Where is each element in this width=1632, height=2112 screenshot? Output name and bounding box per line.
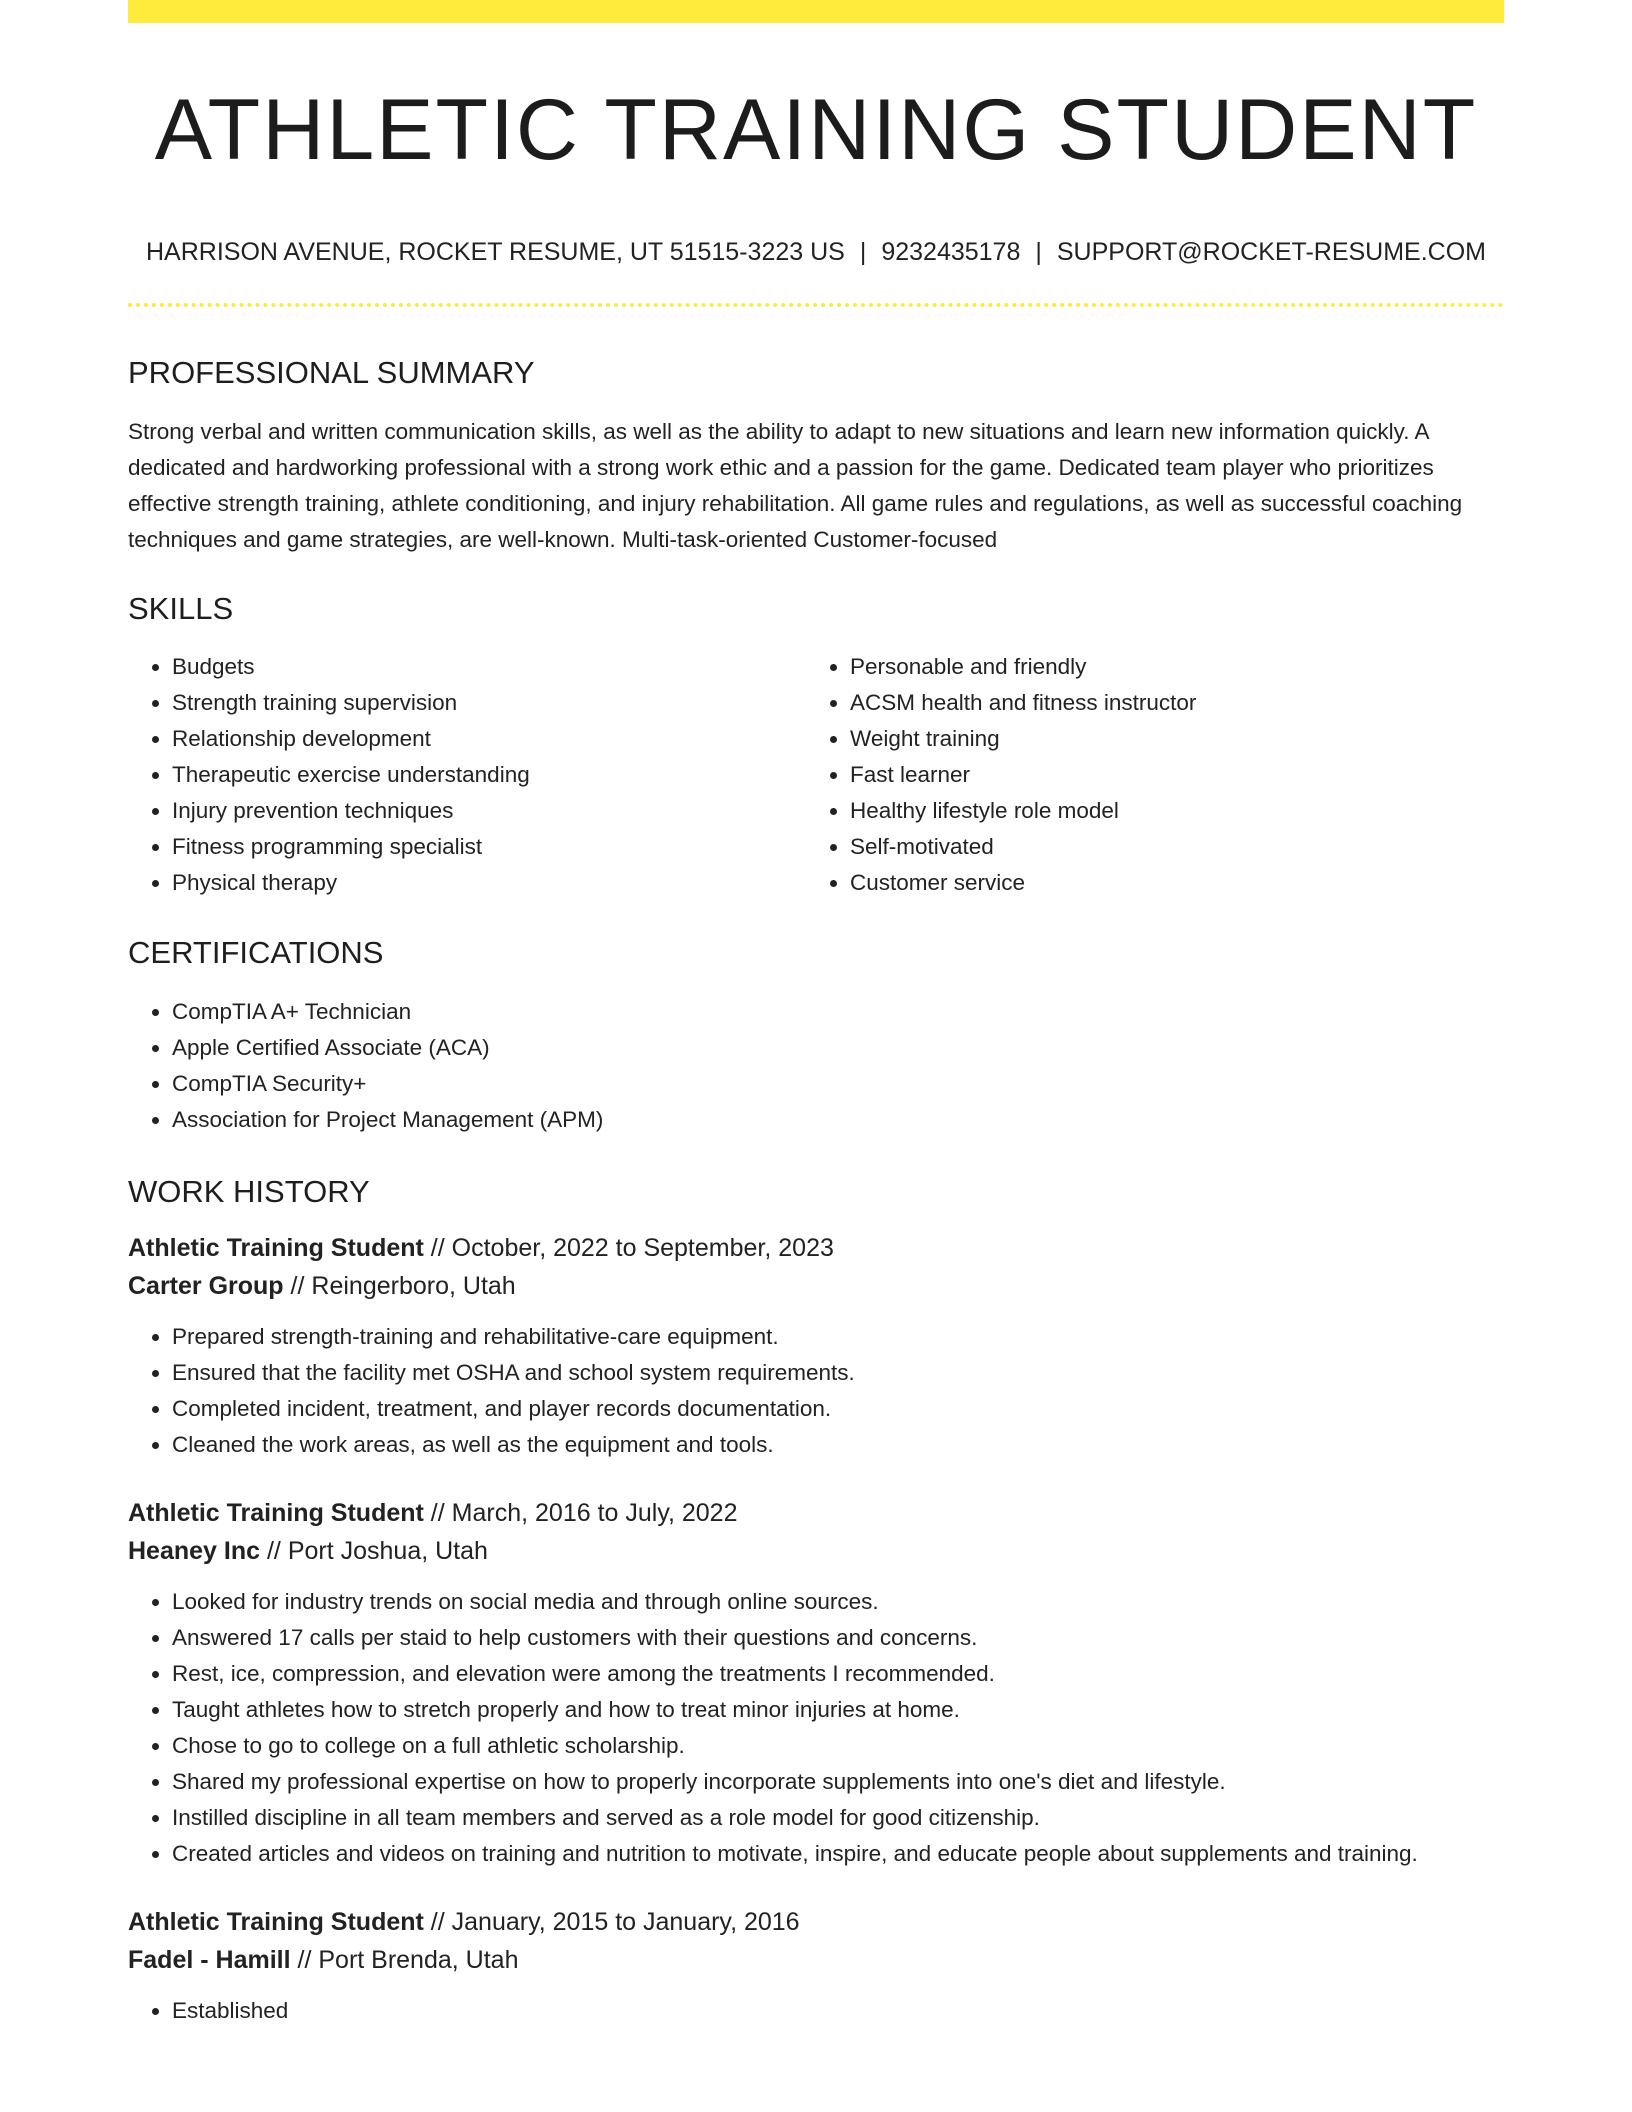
job-company-line (128, 1941, 1504, 1979)
skill-item: • Relationship development (172, 721, 806, 757)
job-company-line (128, 1267, 1504, 1305)
job-title: Athletic Training Student (128, 1908, 424, 1936)
certification-item: • CompTIA Security+ (172, 1066, 1504, 1102)
contact-line (128, 240, 1504, 265)
skill-item: • Injury prevention techniques (172, 793, 806, 829)
skill-item: • Strength training supervision (172, 685, 806, 721)
job-duty: • Shared my professional expertise on how to properly incorporate supplements into one's diet and lifestyle. (172, 1764, 1504, 1800)
job-divider: // (430, 1499, 445, 1527)
job-company: Fadel - Hamill (128, 1946, 291, 1974)
skill-item: • Therapeutic exercise understanding (172, 757, 806, 793)
skill-item: • Self-motivated (850, 829, 1484, 865)
job-duty: • Created articles and videos on training and nutrition to motivate, inspire, and educate people about supplements and training. (172, 1836, 1504, 1872)
certifications-list (128, 994, 1504, 1138)
job-duty: • Answered 17 calls per staid to help customers with their questions and concerns. (172, 1620, 1504, 1656)
job-duty: • Instilled discipline in all team members and served as a role model for good citizenship. (172, 1800, 1504, 1836)
work-history-heading: WORK HISTORY (128, 1174, 370, 1209)
job-title: Athletic Training Student (128, 1234, 424, 1262)
job-duty: • Ensured that the facility met OSHA and school system requirements. (172, 1355, 1504, 1391)
skill-item: • Customer service (850, 865, 1484, 901)
skills-column-right (806, 649, 1484, 901)
job-duty: • Looked for industry trends on social media and through online sources. (172, 1584, 1504, 1620)
job-dates: October, 2022 to September, 2023 (451, 1234, 834, 1262)
job-duties-list (128, 1993, 1504, 2029)
contact-phone: 9232435178 (881, 238, 1021, 266)
job-duty: • Established (172, 1993, 1504, 2029)
top-accent-bar (128, 0, 1504, 23)
skills-column-left (128, 649, 806, 901)
job-title-line (128, 1494, 1504, 1532)
job-entry (128, 1903, 1504, 2029)
skill-item: • Fitness programming specialist (172, 829, 806, 865)
certifications-heading: CERTIFICATIONS (128, 935, 384, 970)
job-title-line (128, 1229, 1504, 1267)
job-divider: // (430, 1234, 445, 1262)
job-duty: • Taught athletes how to stretch properly and how to treat minor injuries at home. (172, 1692, 1504, 1728)
skill-item: • Personable and friendly (850, 649, 1484, 685)
job-divider: // (266, 1537, 281, 1565)
job-duty: • Rest, ice, compression, and elevation were among the treatments I recommended. (172, 1656, 1504, 1692)
skills-list-right (806, 649, 1484, 901)
job-duty: • Cleaned the work areas, as well as the equipment and tools. (172, 1427, 1504, 1463)
job-duty: • Prepared strength-training and rehabilitative-care equipment. (172, 1319, 1504, 1355)
job-dates: March, 2016 to July, 2022 (451, 1499, 738, 1527)
job-company: Heaney Inc (128, 1537, 261, 1565)
certification-item: • Apple Certified Associate (ACA) (172, 1030, 1504, 1066)
skills-grid (128, 649, 1504, 901)
job-company: Carter Group (128, 1272, 284, 1300)
job-entry (128, 1229, 1504, 1463)
summary-text: Strong verbal and written communication skills, as well as the ability to adapt to new situations and learn new information quickly. A dedicated and hardworking professional with a strong work ethic and a passion for the game. Dedicated team player who prioritizes effective strength training, athlete conditioning, and injury rehabilitation. All game rules and regulations, as well as successful coaching techniques and game strategies, are well-known. Multi-task-oriented Customer-focused (128, 419, 1463, 552)
job-dates: January, 2015 to January, 2016 (451, 1908, 800, 1936)
job-divider: // (430, 1908, 445, 1936)
skills-list-left (128, 649, 806, 901)
job-title: Athletic Training Student (128, 1499, 424, 1527)
certification-item: • CompTIA A+ Technician (172, 994, 1504, 1030)
contact-separator: | (859, 238, 867, 266)
skill-item: • Budgets (172, 649, 806, 685)
job-location: Port Brenda, Utah (318, 1946, 519, 1974)
summary-heading: PROFESSIONAL SUMMARY (128, 355, 535, 390)
job-duties-list (128, 1584, 1504, 1872)
skill-item: • Healthy lifestyle role model (850, 793, 1484, 829)
contact-separator: | (1035, 238, 1042, 266)
job-duties-list (128, 1319, 1504, 1463)
certification-item: • Association for Project Management (APM) (172, 1102, 1504, 1138)
job-title-line (128, 1903, 1504, 1941)
contact-address: HARRISON AVENUE, ROCKET RESUME, UT 51515-3223 US (145, 238, 845, 266)
job-entry (128, 1494, 1504, 1872)
skill-item: • Physical therapy (172, 865, 806, 901)
job-company-line (128, 1532, 1504, 1570)
job-location: Reingerboro, Utah (311, 1272, 516, 1300)
skill-item: • Fast learner (850, 757, 1484, 793)
skill-item: • Weight training (850, 721, 1484, 757)
job-divider: // (290, 1272, 305, 1300)
resume-page (128, 0, 1504, 2029)
job-duty: • Completed incident, treatment, and player records documentation. (172, 1391, 1504, 1427)
skill-item: • ACSM health and fitness instructor (850, 685, 1484, 721)
contact-email: SUPPORT@ROCKET-RESUME.COM (1056, 238, 1487, 266)
resume-title: ATHLETIC TRAINING STUDENT (154, 82, 1478, 178)
dotted-divider (128, 303, 1504, 307)
job-location: Port Joshua, Utah (287, 1537, 488, 1565)
job-duty: • Chose to go to college on a full athletic scholarship. (172, 1728, 1504, 1764)
job-divider: // (297, 1946, 312, 1974)
skills-heading: SKILLS (128, 591, 234, 626)
